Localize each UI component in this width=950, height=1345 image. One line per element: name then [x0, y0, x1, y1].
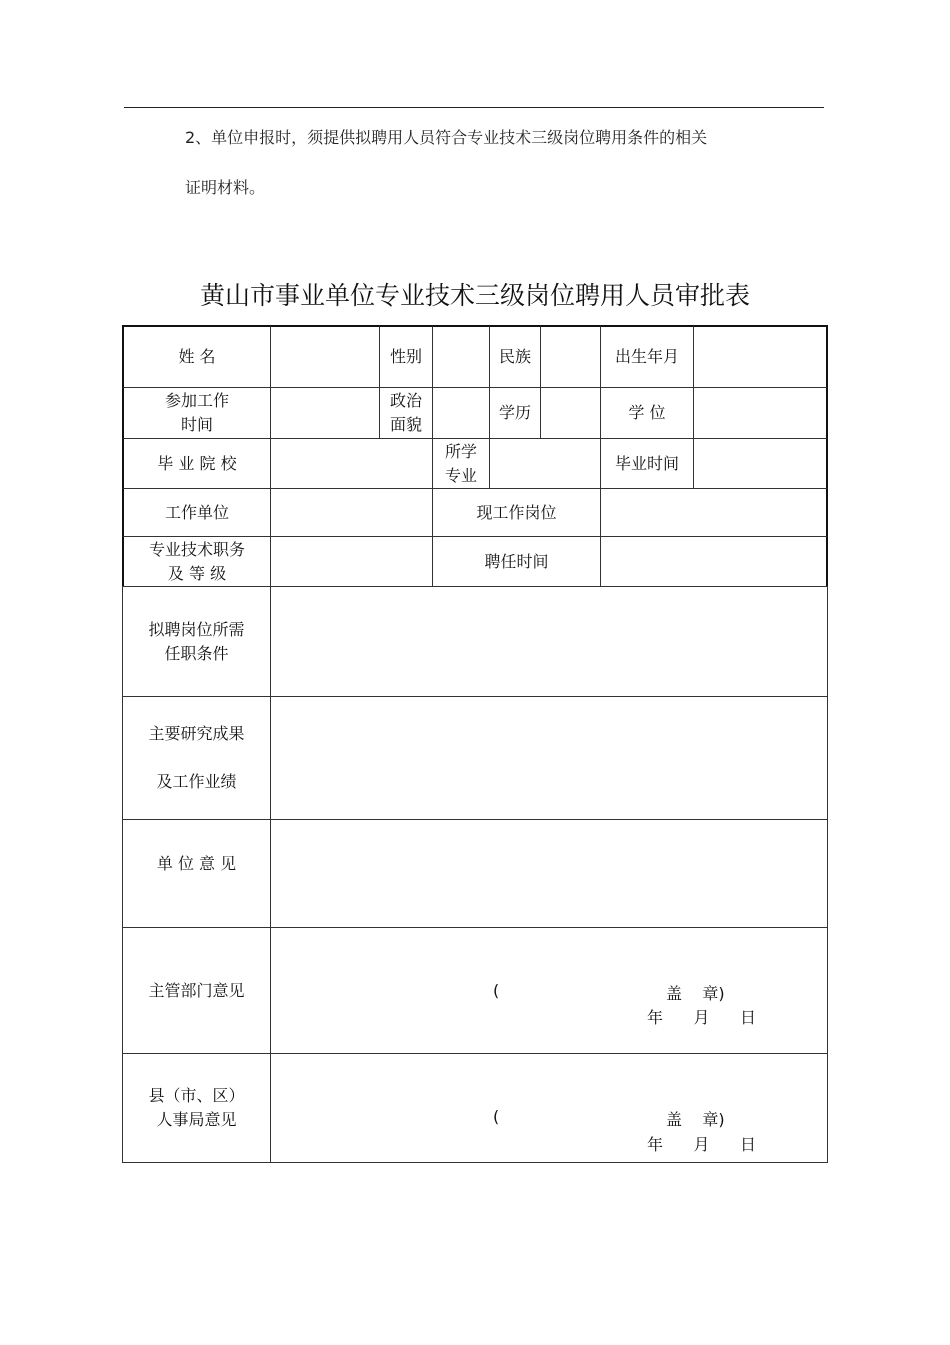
degree-field[interactable]: [693, 387, 828, 439]
label-work-start-line2: 时间: [180, 415, 213, 434]
label-tech-title-line2: 及 等 级: [167, 563, 227, 583]
label-birth: 出生年月: [600, 325, 694, 388]
work-start-field[interactable]: [270, 387, 380, 439]
label-achievements: [122, 696, 271, 820]
conditions-field[interactable]: [270, 586, 828, 697]
county-stamp-date: 年 月 日: [647, 1135, 757, 1154]
county-stamp-open: (: [493, 1107, 500, 1126]
birth-field[interactable]: [693, 325, 828, 388]
county-stamp-seal: 盖 章): [666, 1110, 725, 1129]
achievements-field[interactable]: [270, 696, 828, 820]
name-field[interactable]: [270, 325, 380, 388]
label-appoint-time: 聘任时间: [432, 536, 601, 587]
grad-time-field[interactable]: [693, 438, 828, 489]
ethnicity-field[interactable]: [540, 325, 601, 388]
label-county-opinion: [122, 1053, 271, 1163]
note-line-2: 证明材料。: [185, 178, 266, 197]
label-political: [379, 387, 433, 439]
form-title: 黄山市事业单位专业技术三级岗位聘用人员审批表: [199, 281, 750, 310]
political-field[interactable]: [432, 387, 490, 439]
label-school: 毕 业 院 校: [122, 438, 271, 489]
label-major-line2: 专业: [444, 465, 477, 485]
label-conditions-line1: 拟聘岗位所需: [148, 619, 245, 639]
dept-stamp-open: (: [493, 981, 500, 1000]
work-unit-field[interactable]: [270, 488, 433, 537]
label-degree: 学 位: [600, 387, 694, 439]
unit-opinion-field[interactable]: [270, 819, 828, 928]
label-education: 学历: [489, 387, 541, 439]
label-current-post: 现工作岗位: [432, 488, 601, 537]
label-grad-time: 毕业时间: [600, 438, 694, 489]
education-field[interactable]: [540, 387, 601, 439]
label-county-line2: 人事局意见: [156, 1110, 237, 1129]
label-gender: 性别: [379, 325, 433, 388]
gender-field[interactable]: [432, 325, 490, 388]
label-ethnicity: 民族: [489, 325, 541, 388]
label-major-line1: 所学: [444, 441, 477, 461]
label-work-start-line1: 参加工作: [164, 391, 229, 410]
label-conditions: [122, 586, 271, 697]
major-field[interactable]: [489, 438, 601, 489]
label-achievements-line1: 主要研究成果: [148, 724, 245, 743]
tech-title-field[interactable]: [270, 536, 433, 587]
school-field[interactable]: [270, 438, 433, 489]
label-tech-title-line1: 专业技术职务: [148, 539, 245, 559]
dept-stamp-date: 年 月 日: [647, 1008, 757, 1027]
current-post-field[interactable]: [600, 488, 828, 537]
label-name: 姓 名: [122, 325, 271, 388]
note-line-1: 2、单位申报时，须提供拟聘用人员符合专业技术三级岗位聘用条件的相关: [185, 128, 708, 147]
appoint-time-field[interactable]: [600, 536, 828, 587]
top-rule: [124, 107, 824, 108]
label-tech-title: [122, 536, 271, 587]
label-conditions-line2: 任职条件: [164, 643, 229, 663]
label-unit-opinion: 单 位 意 见: [122, 819, 271, 928]
label-work-unit: 工作单位: [122, 488, 271, 537]
dept-stamp-seal: 盖 章): [666, 984, 725, 1003]
label-political-line2: 面貌: [389, 415, 422, 434]
label-dept-opinion: 主管部门意见: [122, 927, 271, 1054]
label-work-start: [122, 387, 271, 439]
label-major: [432, 438, 490, 489]
label-achievements-line2: 及工作业绩: [156, 772, 237, 791]
dept-opinion-field[interactable]: [270, 927, 828, 1054]
label-county-line1: 县（市、区）: [148, 1086, 245, 1105]
label-political-line1: 政治: [389, 391, 422, 410]
